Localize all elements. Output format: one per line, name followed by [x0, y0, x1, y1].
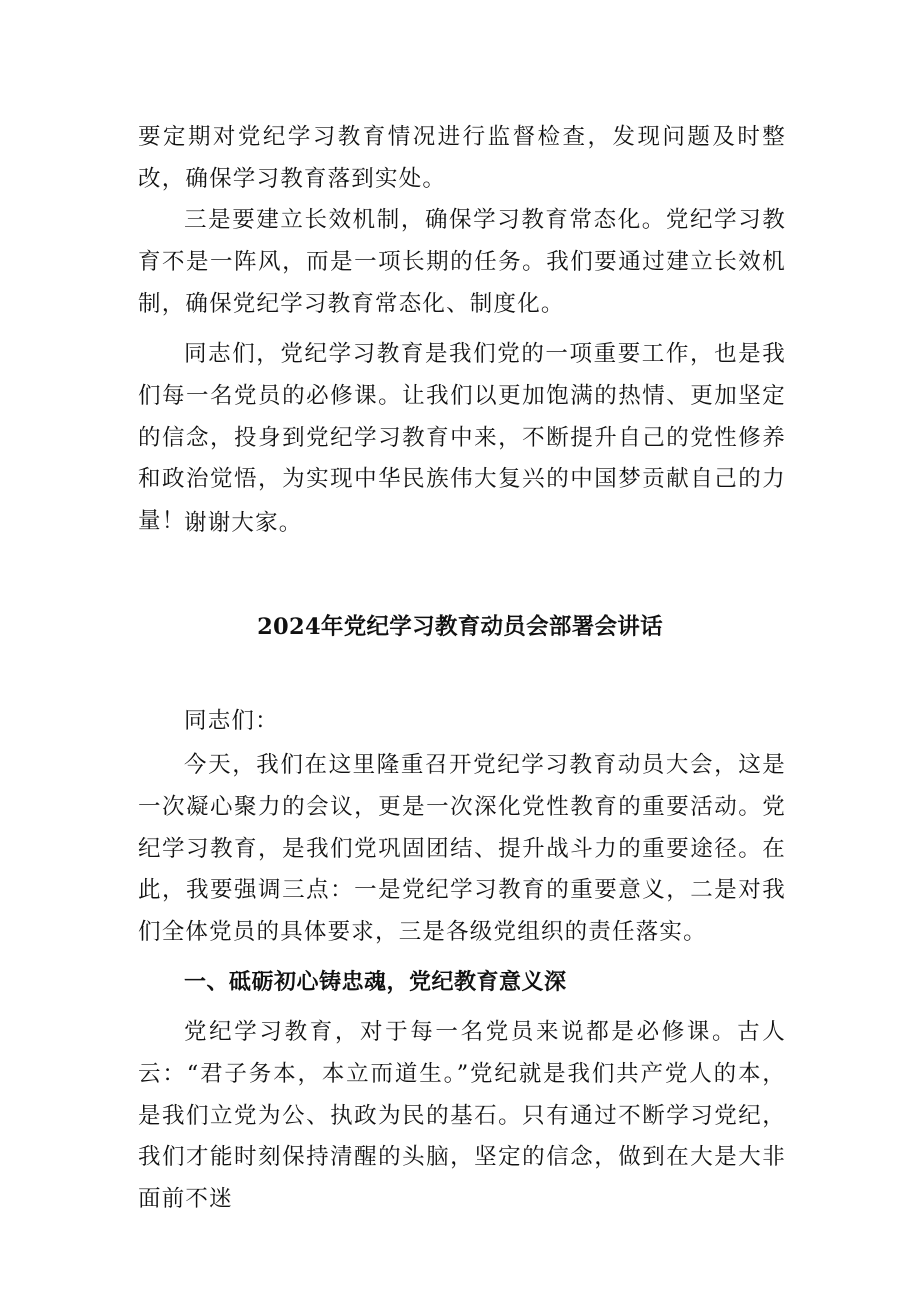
speech-title: 2024年党纪学习教育动员会部署会讲话 [257, 614, 663, 640]
continued-paragraph-2: 三是要建立长效机制，确保学习教育常态化。党纪学习教育不是一阵风，而是一项长期的任务。我们要通过建立长效机制，确保党纪学习教育常态化、制度化。 [138, 207, 786, 317]
salutation: 同志们： [184, 708, 279, 734]
intro-paragraph: 今天，我们在这里隆重召开党纪学习教育动员大会，这是一次凝心聚力的会议，更是一次深化党性教育的重要活动。党纪学习教育，是我们党巩固团结、提升战斗力的重要途径。在此，我要强调三点：一是党纪学习教育的重要意义，二是对我们全体党员的具体要求，三是各级党组织的责任落实。 [138, 752, 786, 946]
closing-thanks: 谢谢大家。 [184, 510, 303, 536]
section-1-heading: 一、砥砺初心铸忠魂，党纪教育意义深 [184, 970, 567, 995]
continued-paragraph-1: 要定期对党纪学习教育情况进行监督检查，发现问题及时整改，确保学习教育落到实处。 [138, 124, 786, 192]
continued-paragraph-3: 同志们，党纪学习教育是我们党的一项重要工作，也是我们每一名党员的必修课。让我们以更加饱满的热情、更加坚定的信念，投身到党纪学习教育中来，不断提升自己的党性修养和政治觉悟，为实现中华民族伟大复兴的中国梦贡献自己的力量！ [138, 341, 786, 535]
section-1-paragraph: 党纪学习教育，对于每一名党员来说都是必修课。古人云：“君子务本，本立而道生。”党纪就是我们共产党人的本，是我们立党为公、执政为民的基石。只有通过不断学习党纪，我们才能时刻保持清醒的头脑，坚定的信念，做到在大是大非面前不迷 [138, 1019, 786, 1213]
